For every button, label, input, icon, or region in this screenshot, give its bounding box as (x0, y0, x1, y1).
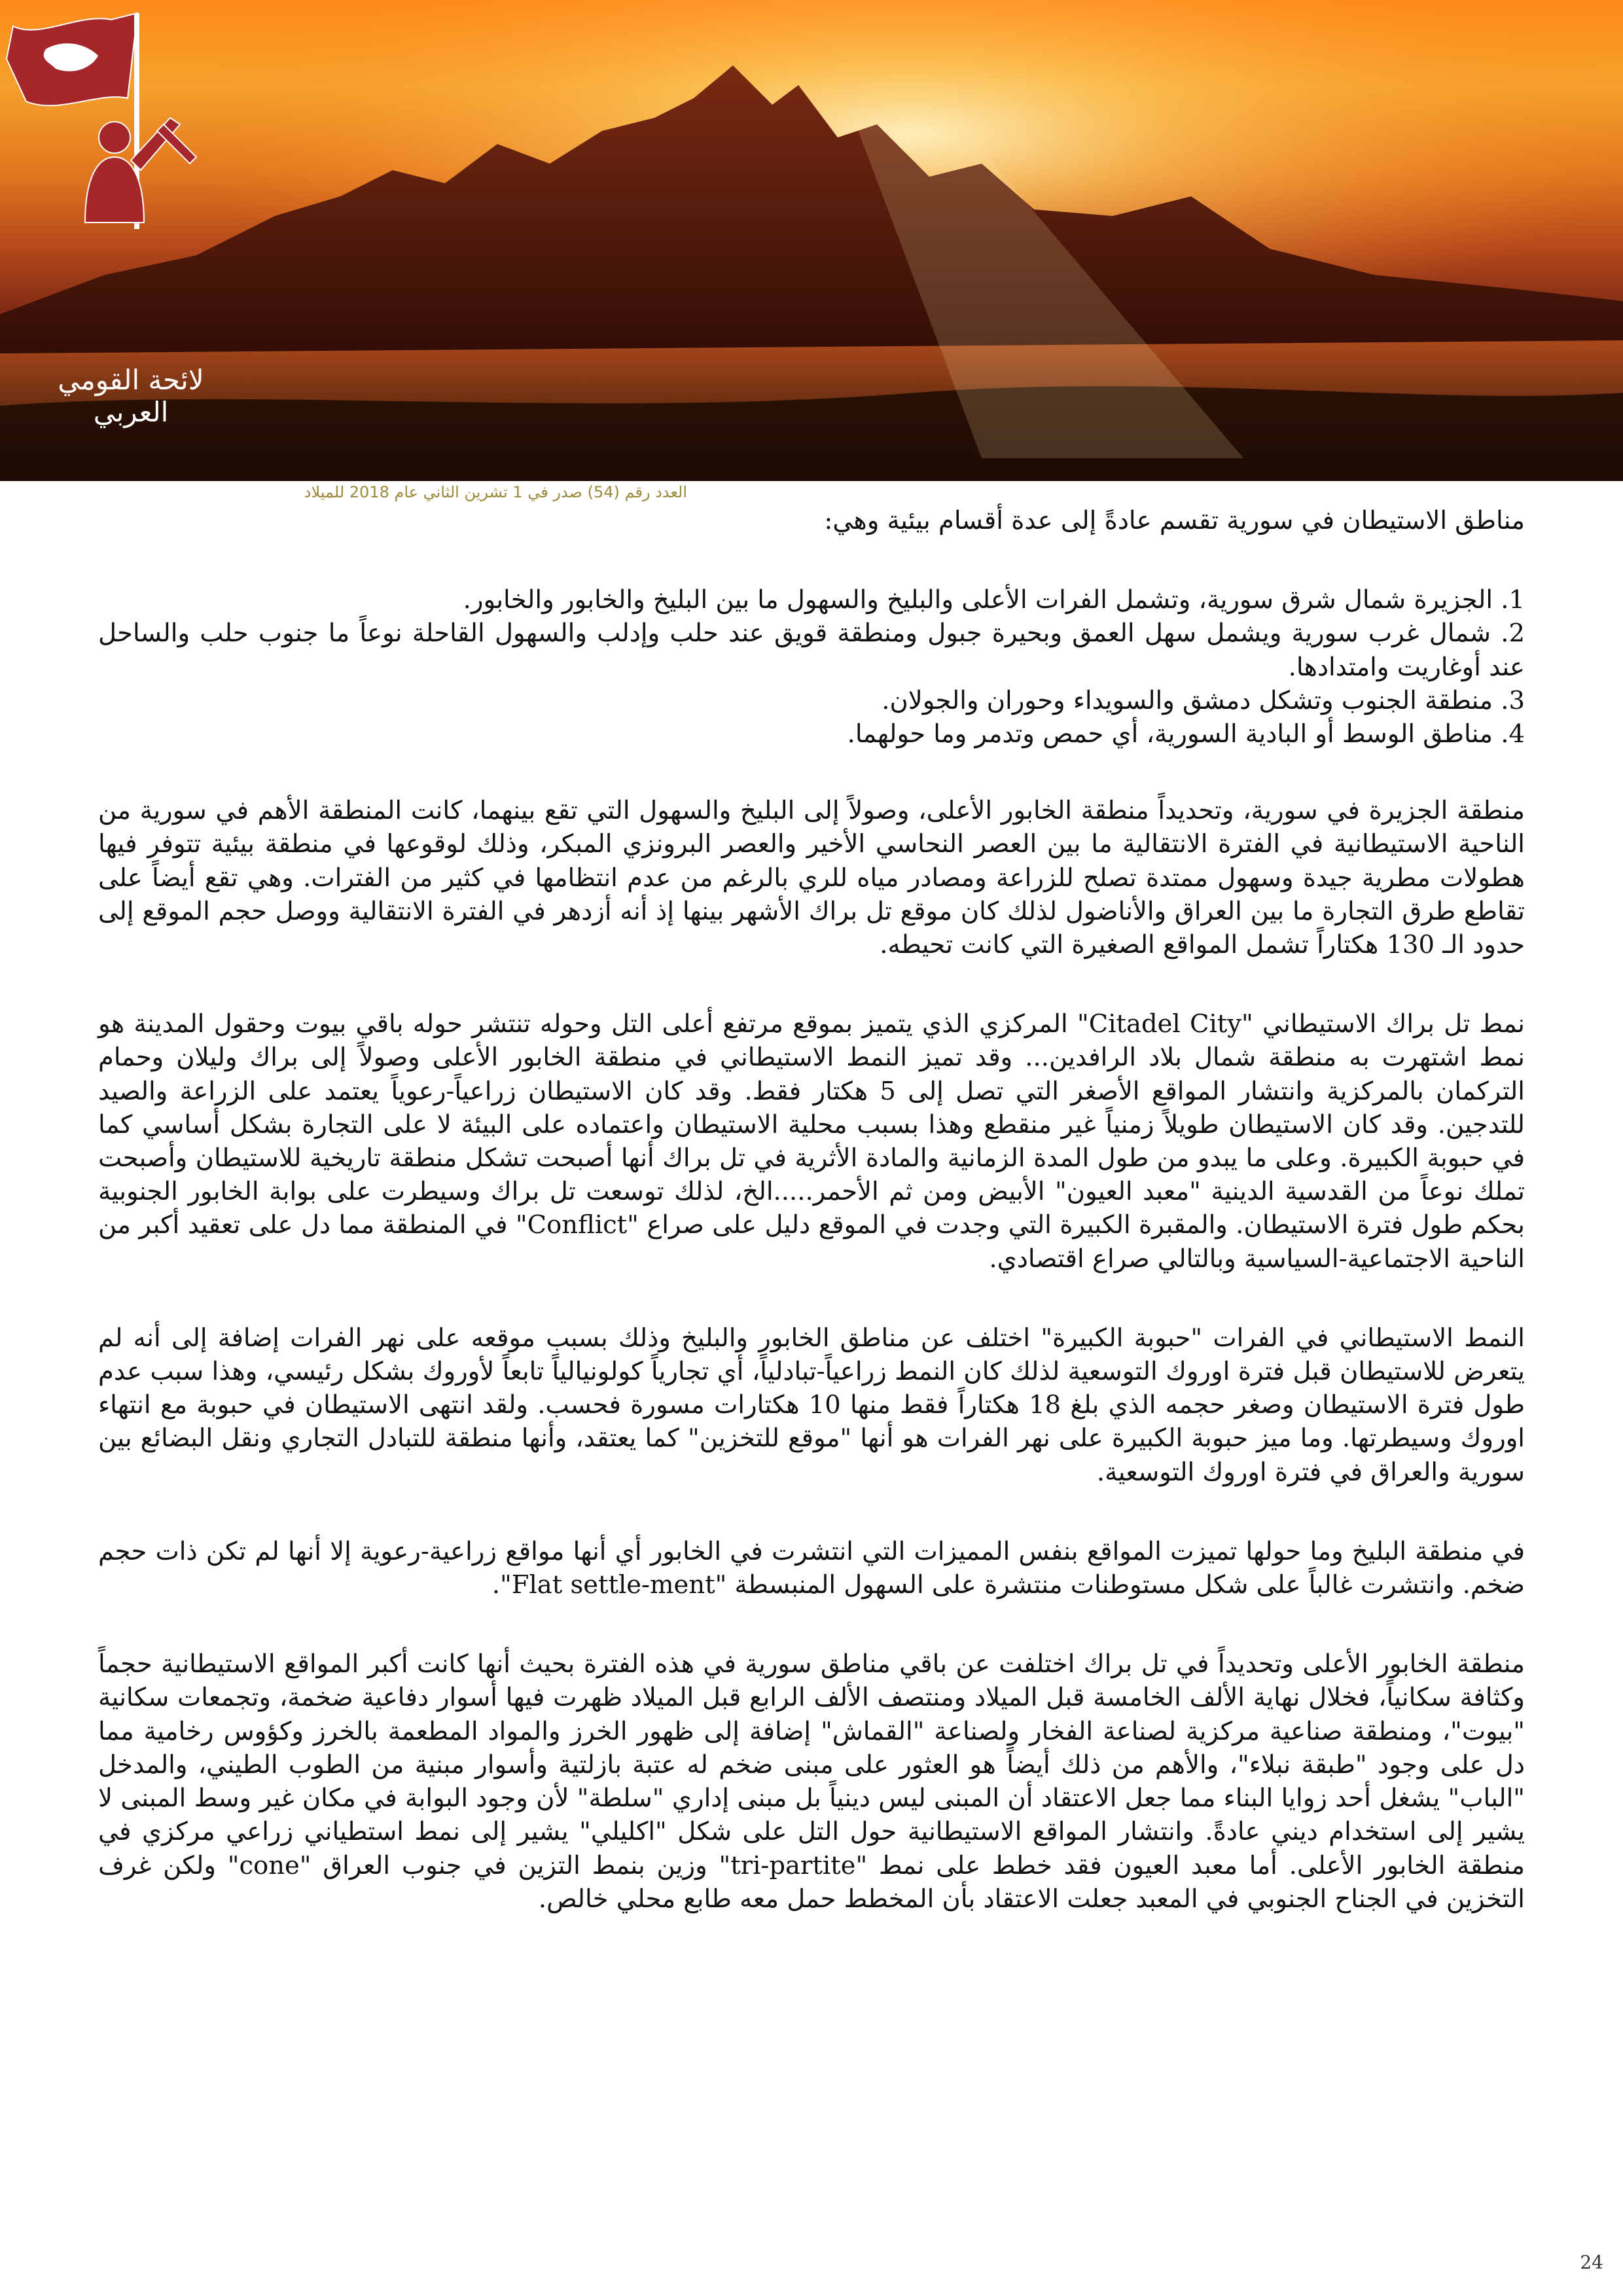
list-item: 3. منطقة الجنوب وتشكل دمشق والسويداء وحوران والجولان. (882, 685, 1525, 715)
page-number: 24 (1580, 2251, 1603, 2273)
paragraph: النمط الاستيطاني في الفرات "حبوبة الكبيرة" اختلف عن مناطق الخابور والبليخ وذلك بسبب موقعه على نهر الفرات إضافة إلى أنه لم يتعرض للاستيطان قبل فترة اوروك التوسعية لذلك كان النمط زراعياً-تبادلياً، أي تجارياً كولونيالياً تابعاً لأوروك بشكل رئيسي، وهذا سبب عدم طول فترة الاستيطان وصغر حجمه الذي بلغ 18 هكتاراً فقط منها 10 هكتارات مسورة فحسب. ولقد انتهى الاستيطان في حبوبة مع انتهاء اوروك وسيطرتها. وما ميز حبوبة الكبيرة على نهر الفرات هو أنها "موقع للتخزين" كما يعتقد، وأنها منطقة للتبادل التجاري ونقل البضائع بين سورية والعراق في فترة اوروك التوسعية. (98, 1323, 1525, 1487)
regions-list (98, 583, 1525, 751)
paragraph: نمط تل براك الاستيطاني "Citadel City" المركزي الذي يتميز بموقع مرتفع أعلى التل وحوله تنتشر حوله باقي بيوت وحقول المدينة هو نمط اشتهرت به منطقة شمال بلاد الرافدين... وقد تميز النمط الاستيطاني في منطقة الخابور الأعلى وصولاً إلى براك وليلان وحمام التركمان بالمركزية وانتشار المواقع الأصغر التي تصل إلى 5 هكتار فقط. وقد كان الاستيطان زراعياً-رعوياً يعتمد على الزراعة والصيد للتدجين. وقد كان الاستيطان طويلاً زمنياً غير منقطع وهذا بسبب محلية الاستيطان واعتماده على البيئة لا على التجارة بشكل أساسي كما في حبوبة الكبيرة. وعلى ما يبدو من طول المدة الزمانية والمادة الأثرية في تل براك أنها أصبحت تشكل منطقة تاريخية للاستيطان وأصبحت تملك نوعاً من القدسية الدينية "معبد العيون" الأبيض ومن ثم الأحمر.....الخ، لذلك توسعت تل براك وسيطرت على بوابة الخابور الجنوبية بحكم طول فترة الاستيطان. والمقبرة الكبيرة التي وجدت في الموقع دليل على صراع "Conflict" في المنطقة مما دل على تعقيد أكبر من الناحية الاجتماعية-السياسية وبالتالي صراع اقتصادي. (98, 1009, 1525, 1274)
logo-text: لائحة القومي العربي (58, 364, 204, 428)
paragraph: في منطقة البليخ وما حولها تميزت المواقع بنفس المميزات التي انتشرت في الخابور أي أنها مواقع زراعية-رعوية إلا أنها لم تكن ذات حجم ضخم. وانتشرت غالباً على شكل مستوطنات منتشرة على السهول المنبسطة "Flat settle-ment". (98, 1536, 1525, 1600)
article-body (98, 504, 1525, 1962)
list-item: 2. شمال غرب سورية ويشمل سهل العمق وبحيرة جبول ومنطقة قويق عند حلب وإدلب والسهول القاحلة نوعاً ما جنوب حلب والساحل عند أوغاريت وامتدادها. (98, 619, 1525, 682)
paragraph: منطقة الخابور الأعلى وتحديداً في تل براك اختلفت عن باقي مناطق سورية في هذه الفترة بحيث أنها كانت أكبر المواقع الاستيطانية حجماً وكثافة سكانياً، فخلال نهاية الألف الخامسة قبل الميلاد ومنتصف الألف الرابع قبل الميلاد ظهرت فيها أسوار دفاعية ضخمة، وتجمعات سكانية "بيوت"، ومنطقة صناعية مركزية لصناعة الفخار ولصناعة "القماش" إضافة إلى ظهور الخرز والمواد المطعمة بالخرز وكؤوس رخامية مما دل على وجود "طبقة نبلاء"، والأهم من ذلك أيضاً هو العثور على مبنى ضخم له عتبة بازلتية وأسوار مبنية من الطوب الطيني، والمدخل "الباب" يشغل أحد زوايا البناء مما جعل الاعتقاد أن المبنى ليس دينياً بل مبنى إداري "سلطة" لأن وجود البوابة في مكان غير وسط المبنى لا يشير إلى استخدام ديني عادةً. وانتشار المواقع الاستيطانية حول التل على شكل "اكليلي" يشير إلى نمط استطياني زراعي مركزي في منطقة الخابور الأعلى. أما معبد العيون فقد خطط على نمط "tri-partite" وزين بنمط التزين في جنوب العراق "cone" ولكن غرف التخزين في الجناح الجنوبي في المعبد جعلت الاعتقاد بأن المخطط حمل معه طابع محلي خالص. (98, 1649, 1525, 1914)
issue-line: العدد رقم (54) صدر في 1 تشرين الثاني عام 2018 للميلاد (304, 483, 687, 501)
paragraph: منطقة الجزيرة في سورية، وتحديداً منطقة الخابور الأعلى، وصولاً إلى البليخ والسهول التي تقع بينهما، كانت المنطقة الأهم في سورية من الناحية الاستيطانية في الفترة الانتقالية ما بين العصر النحاسي الأخير والعصر البرونزي المبكر، وذلك لوقوعها في منطقة بيئية تتوفر فيها هطولات مطرية جيدة وسهول ممتدة تصلح للزراعة ومصادر مياه للري بالرغم من عدم انتظامها في كثير من الفترات. وهي تقع أيضاً على تقاطع طرق التجارة ما بين العراق والأناضول لذلك كان موقع تل براك الأشهر بينها إذ أنه أزدهر في الفترة الانتقالية ووصل حجم الموقع إلى حدود الـ 130 هكتاراً تشمل المواقع الصغيرة التي كانت تحيطه. (98, 796, 1525, 960)
list-item: 4. مناطق الوسط أو البادية السورية، أي حمص وتدمر وما حولهما. (847, 719, 1525, 749)
intro-paragraph: مناطق الاستيطان في سورية تقسم عادةً إلى عدة أقسام بيئية وهي: (824, 506, 1525, 535)
flag-fighter-logo-icon (0, 0, 216, 275)
sunset-mountains-image (0, 0, 1623, 481)
header-banner (0, 0, 1623, 481)
list-item: 1. الجزيرة شمال شرق سورية، وتشمل الفرات الأعلى والبليخ والسهول ما بين البليخ والخابور والخابور. (463, 585, 1525, 615)
